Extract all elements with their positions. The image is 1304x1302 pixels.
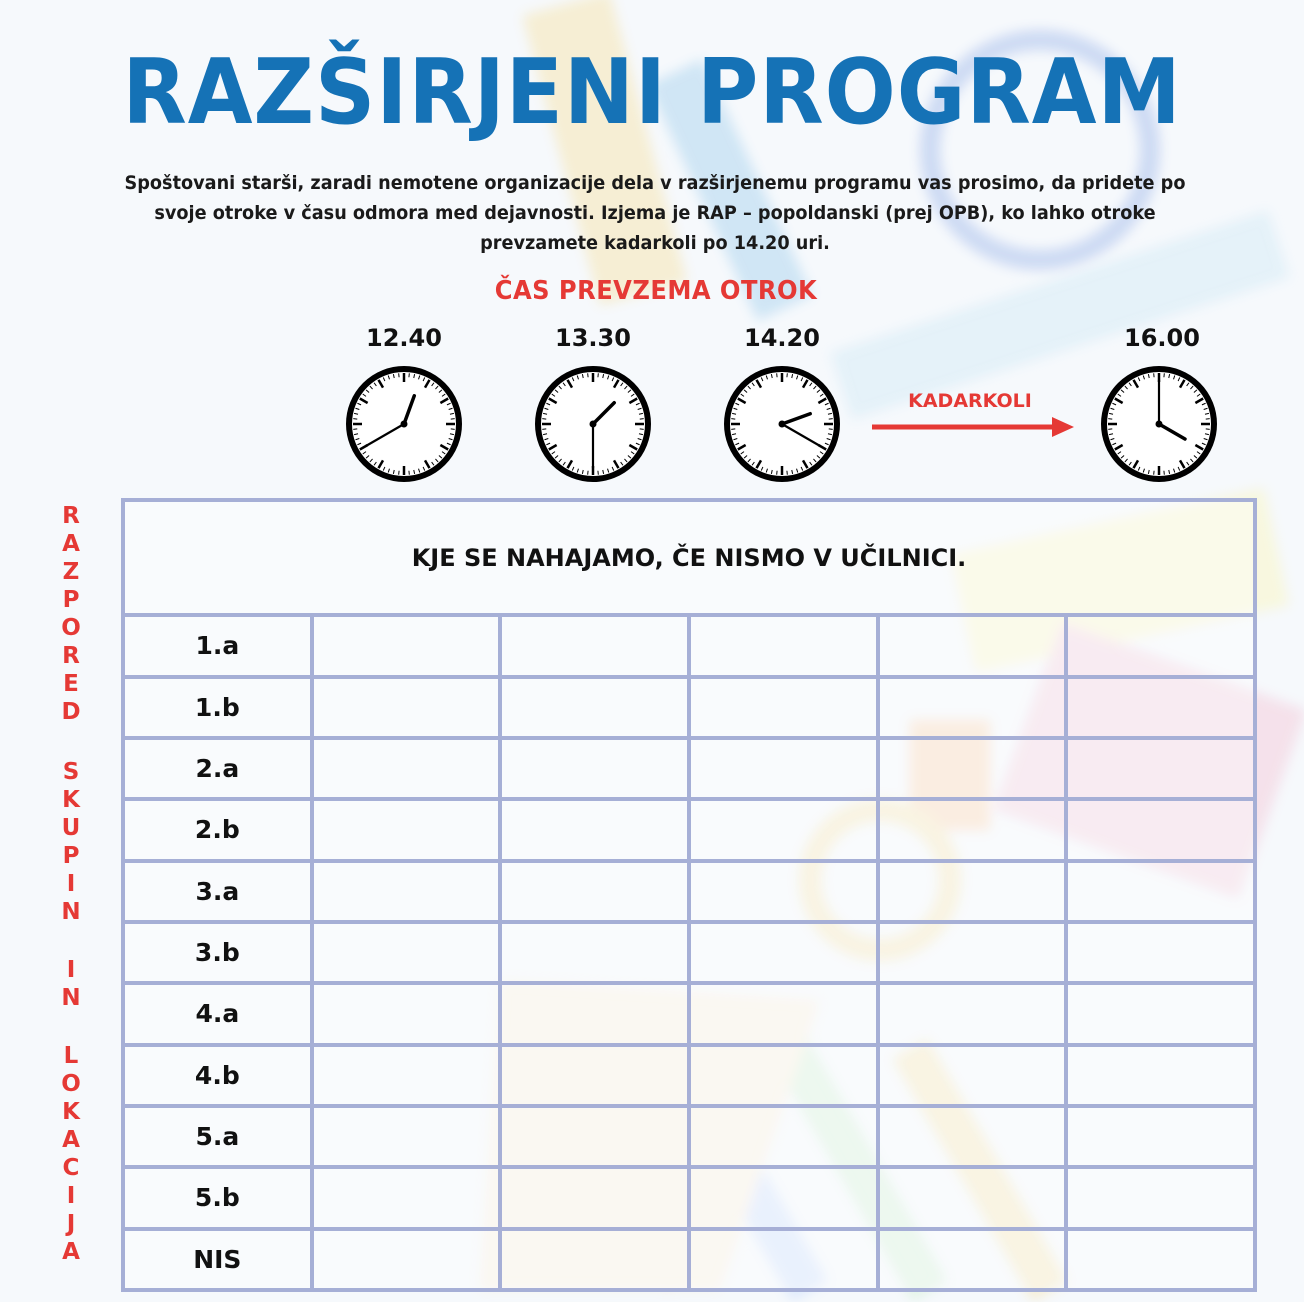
location-cell[interactable] — [689, 922, 878, 983]
location-cell[interactable] — [312, 861, 501, 922]
location-cell[interactable] — [1066, 738, 1255, 799]
location-cell[interactable] — [500, 1229, 689, 1290]
location-cell[interactable] — [312, 799, 501, 860]
location-cell[interactable] — [689, 615, 878, 676]
side-label-letter: P — [62, 843, 80, 869]
pickup-time-label: 13.30 — [555, 324, 631, 352]
side-label-letter: I — [66, 871, 76, 897]
table-row — [123, 677, 1255, 738]
side-label-letter: L — [63, 1043, 79, 1069]
clock-center — [779, 421, 786, 428]
class-name-cell: 1.a — [123, 615, 312, 676]
clock-center — [1156, 421, 1163, 428]
side-label-letter: D — [61, 699, 81, 725]
class-name-cell: 5.a — [123, 1106, 312, 1167]
side-label-letter: C — [62, 1155, 80, 1181]
location-cell[interactable] — [500, 615, 689, 676]
location-cell[interactable] — [500, 677, 689, 738]
class-name-cell: 1.b — [123, 677, 312, 738]
clock-center — [590, 421, 597, 428]
table-row — [123, 1167, 1255, 1228]
table-row — [123, 1045, 1255, 1106]
location-cell[interactable] — [878, 861, 1067, 922]
clock-icon — [533, 364, 653, 484]
page-title: RAZŠIRJENI PROGRAM — [122, 40, 1182, 145]
clock-icon — [1099, 364, 1219, 484]
location-cell[interactable] — [1066, 677, 1255, 738]
location-cell[interactable] — [312, 983, 501, 1044]
location-cell[interactable] — [878, 615, 1067, 676]
clock-icon — [344, 364, 464, 484]
location-cell[interactable] — [500, 738, 689, 799]
location-cell[interactable] — [1066, 922, 1255, 983]
side-label-letter: R — [62, 643, 80, 669]
side-label-letter: S — [62, 759, 80, 785]
location-cell[interactable] — [878, 983, 1067, 1044]
table-row — [123, 738, 1255, 799]
side-label-letter: J — [66, 1211, 76, 1237]
location-cell[interactable] — [500, 983, 689, 1044]
class-name-cell: 2.b — [123, 799, 312, 860]
location-cell[interactable] — [312, 922, 501, 983]
location-cell[interactable] — [500, 861, 689, 922]
side-label-letter: K — [62, 1099, 80, 1125]
side-label-letter: O — [61, 1071, 81, 1097]
pickup-time-label: 12.40 — [366, 324, 442, 352]
location-cell[interactable] — [878, 799, 1067, 860]
location-cell[interactable] — [500, 1045, 689, 1106]
location-cell[interactable] — [1066, 861, 1255, 922]
location-cell[interactable] — [878, 1106, 1067, 1167]
table-row — [123, 799, 1255, 860]
location-cell[interactable] — [878, 1229, 1067, 1290]
location-cell[interactable] — [689, 1106, 878, 1167]
clock-center — [401, 421, 408, 428]
clock-icon — [722, 364, 842, 484]
arrow-right-icon — [872, 415, 1077, 439]
table-row — [123, 1229, 1255, 1290]
location-cell[interactable] — [312, 1045, 501, 1106]
side-label-letter: I — [66, 957, 76, 983]
location-cell[interactable] — [878, 1045, 1067, 1106]
location-cell[interactable] — [312, 615, 501, 676]
location-cell[interactable] — [689, 799, 878, 860]
location-cell[interactable] — [312, 738, 501, 799]
class-name-cell: 3.a — [123, 861, 312, 922]
location-cell[interactable] — [689, 677, 878, 738]
location-cell[interactable] — [689, 1167, 878, 1228]
location-cell[interactable] — [500, 799, 689, 860]
location-table — [121, 498, 1257, 1292]
location-cell[interactable] — [689, 1229, 878, 1290]
location-cell[interactable] — [312, 677, 501, 738]
side-label-letter: P — [62, 587, 80, 613]
location-cell[interactable] — [1066, 1167, 1255, 1228]
location-cell[interactable] — [1066, 1229, 1255, 1290]
class-name-cell: 4.a — [123, 983, 312, 1044]
side-label-letter: N — [61, 985, 81, 1011]
side-label-letter: I — [66, 1183, 76, 1209]
side-label-letter: E — [63, 671, 79, 697]
location-cell[interactable] — [1066, 799, 1255, 860]
class-name-cell: 5.b — [123, 1167, 312, 1228]
location-cell[interactable] — [500, 1106, 689, 1167]
location-cell[interactable] — [878, 1167, 1067, 1228]
table-row — [123, 615, 1255, 676]
class-name-cell: NIS — [123, 1229, 312, 1290]
side-label-letter: U — [61, 815, 81, 841]
side-label-letter: O — [61, 615, 81, 641]
pickup-time-heading: ČAS PREVZEMA OTROK — [494, 276, 818, 306]
location-cell[interactable] — [312, 1229, 501, 1290]
class-name-cell: 4.b — [123, 1045, 312, 1106]
location-cell[interactable] — [312, 1167, 501, 1228]
side-label-letter: A — [62, 531, 80, 557]
pickup-time-label: 14.20 — [744, 324, 820, 352]
class-name-cell: 2.a — [123, 738, 312, 799]
table-row — [123, 922, 1255, 983]
side-label-letter: N — [61, 899, 81, 925]
location-cell[interactable] — [1066, 983, 1255, 1044]
location-cell[interactable] — [1066, 1106, 1255, 1167]
side-label-letter: A — [62, 1127, 80, 1153]
location-cell[interactable] — [500, 922, 689, 983]
location-cell[interactable] — [878, 738, 1067, 799]
class-name-cell: 3.b — [123, 922, 312, 983]
location-cell[interactable] — [878, 922, 1067, 983]
table-row — [123, 983, 1255, 1044]
anytime-label: KADARKOLI — [908, 390, 1032, 412]
side-label-letter: R — [62, 503, 80, 529]
table-row — [123, 861, 1255, 922]
location-cell[interactable] — [500, 1167, 689, 1228]
side-label-letter: K — [62, 787, 80, 813]
table-row — [123, 1106, 1255, 1167]
location-cell[interactable] — [689, 738, 878, 799]
location-cell[interactable] — [878, 677, 1067, 738]
pickup-time-label: 16.00 — [1124, 324, 1200, 352]
location-cell[interactable] — [1066, 1045, 1255, 1106]
location-cell[interactable] — [1066, 615, 1255, 676]
table-header: KJE SE NAHAJAMO, ČE NISMO V UČILNICI. — [123, 500, 1255, 615]
intro-paragraph: Spoštovani starši, zaradi nemotene organizacije dela v razširjenemu programu vas prosimo, da pridete po svoje otroke v času odmora med dejavnosti. Izjema je RAP – popoldanski (prej OPB), ko lahko otroke prevzamete kadarkoli po 14.20 uri. — [124, 172, 1186, 254]
location-cell[interactable] — [689, 861, 878, 922]
location-cell[interactable] — [689, 1045, 878, 1106]
location-cell[interactable] — [312, 1106, 501, 1167]
location-cell[interactable] — [689, 983, 878, 1044]
side-label-letter: A — [62, 1239, 80, 1265]
side-label-letter: Z — [62, 559, 80, 585]
